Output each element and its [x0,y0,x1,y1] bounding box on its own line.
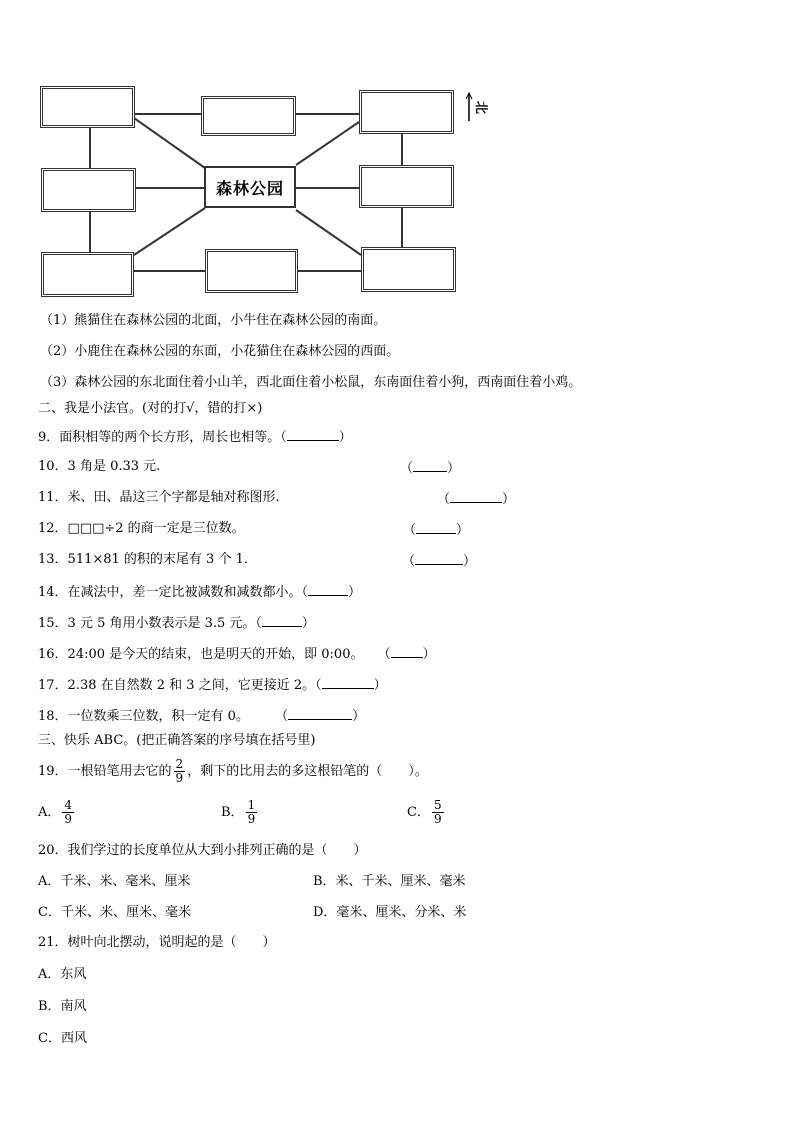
q21-option-b[interactable]: B．南风 [38,999,87,1014]
answer-blank-11[interactable] [450,490,502,503]
answer-paren-11: （ ） [437,492,516,507]
question-13: 13．511×81 的积的末尾有 3 个 1． [38,552,257,567]
answer-blank-18[interactable] [288,707,352,720]
section-2-title: 二、我是小法官。(对的打√，错的打×) [38,401,263,416]
q20-option-c[interactable]: C．千米、米、厘米、毫米 [38,905,191,920]
answer-blank-12[interactable] [416,521,456,534]
question-20: 20．我们学过的长度单位从大到小排列正确的是（ ） [38,843,367,858]
answer-blank-13[interactable] [415,552,463,565]
answer-blank-14[interactable] [308,583,348,596]
q20-option-a[interactable]: A．千米、米、毫米、厘米 [38,874,191,889]
connector-nw-center [134,118,205,168]
question-10: 10．3 角是 0.33 元. [38,459,161,474]
q20-option-d[interactable]: D．毫米、厘米、分米、米 [313,905,467,920]
q20-option-b[interactable]: B．米、千米、厘米、毫米 [313,874,466,889]
question-16: 16．24:00 是今天的结束，也是明天的开始，即 0:00。 （ ） [38,647,436,662]
connector-sw-center [134,208,205,255]
box-northwest[interactable] [40,86,135,128]
question-19: 19．一根铅笔用去它的 $\frac{2}{9}$ ，剩下的比用去的多这根铅笔的（ ）。 [38,757,428,785]
box-northeast[interactable] [359,90,454,134]
north-label: 北 [473,100,489,115]
answer-paren-10: （ ） [400,461,461,476]
box-north[interactable] [201,96,296,136]
answer-paren-12: （ ） [403,523,470,538]
connector-ne-center [296,122,359,165]
box-west[interactable] [41,168,136,212]
answer-blank-10[interactable] [413,459,447,472]
question-11: 11．米、田、晶这三个字都是轴对称图形. [38,490,280,505]
question-15: 15．3 元 5 角用小数表示是 3.5 元。（ ） [38,616,315,631]
q19-option-c[interactable]: C． $\frac{5}{9}$ [407,798,442,826]
question-9-text: 9．面积相等的两个长方形，周长也相等。（ [38,430,287,445]
question-9-close: ） [338,430,352,445]
q21-option-c[interactable]: C．西风 [38,1031,87,1046]
answer-blank-9[interactable] [287,428,339,441]
question-17: 17．2.38 在自然数 2 和 3 之间，它更接近 2。（ ） [38,678,387,693]
question-9 [38,428,352,446]
fraction-2-9: $\frac{2}{9}$ [175,757,184,785]
answer-paren-13: （ ） [402,554,477,569]
question-12: 12．□□□÷2 的商一定是三位数。 [38,521,245,536]
answer-blank-16[interactable] [391,645,423,658]
condition-1: （1）熊猫住在森林公园的北面，小牛住在森林公园的南面。 [40,313,387,328]
answer-blank-15[interactable] [262,614,302,627]
box-south[interactable] [205,249,298,293]
forest-park-diagram [0,0,794,310]
question-14: 14．在减法中，差一定比被减数和减数都小。（ ） [38,585,362,600]
q19-option-a[interactable]: A． $\frac{4}{9}$ [38,798,73,826]
question-18: 18．一位数乘三位数，积一定有 0。 （ ） [38,709,366,724]
box-east[interactable] [359,165,454,208]
q19-option-b[interactable]: B． $\frac{1}{9}$ [221,798,256,826]
question-21: 21．树叶向北摆动，说明起的是（ ） [38,935,276,950]
connector-se-center [296,210,361,255]
box-southwest[interactable] [41,252,134,297]
q21-option-a[interactable]: A．东风 [38,967,87,982]
section-3-title: 三、快乐 ABC。(把正确答案的序号填在括号里) [38,733,316,748]
forest-park-center-box: 森林公园 [204,166,296,208]
condition-2: （2）小鹿住在森林公园的东面，小花猫住在森林公园的西面。 [40,344,400,359]
box-southeast[interactable] [361,247,456,292]
condition-3: （3）森林公园的东北面住着小山羊，西北面住着小松鼠，东南面住着小狗，西南面住着小鸡。 [40,375,582,390]
answer-blank-17[interactable] [322,676,374,689]
